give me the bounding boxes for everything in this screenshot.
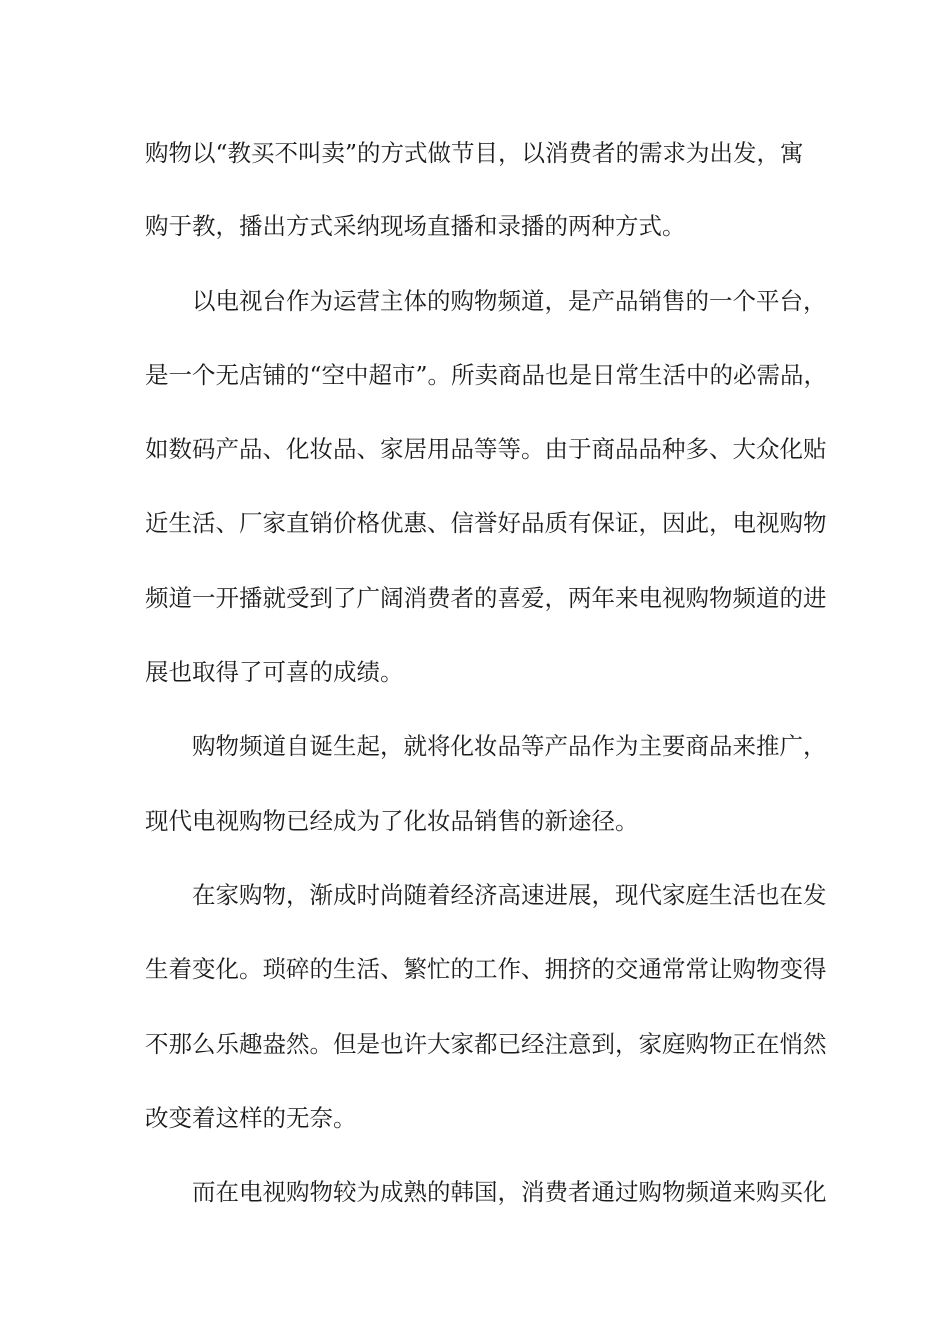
text-line: 频道一开播就受到了广阔消费者的喜爱，两年来电视购物频道的进 xyxy=(145,584,827,612)
text-line: 如数码产品、化妆品、家居用品等等。由于商品品种多、大众化贴 xyxy=(145,435,827,463)
paragraph-start-line: 在家购物，渐成时尚随着经济高速进展，现代家庭生活也在发 xyxy=(192,881,827,909)
paragraph-start-line: 购物频道自诞生起，就将化妆品等产品作为主要商品来推广， xyxy=(192,732,827,760)
text-line: 展也取得了可喜的成绩。 xyxy=(145,658,404,686)
text-line: 购物以“教买不叫卖”的方式做节目，以消费者的需求为出发，寓 xyxy=(145,139,804,167)
text-line: 生着变化。琐碎的生活、繁忙的工作、拥挤的交通常常让购物变得 xyxy=(145,955,827,983)
text-line: 不那么乐趣盎然。但是也许大家都已经注意到，家庭购物正在悄然 xyxy=(145,1030,827,1058)
paragraph-start-line: 而在电视购物较为成熟的韩国，消费者通过购物频道来购买化 xyxy=(192,1178,827,1206)
paragraph-start-line: 以电视台作为运营主体的购物频道，是产品销售的一个平台， xyxy=(192,287,827,315)
text-line: 现代电视购物已经成为了化妆品销售的新途径。 xyxy=(145,807,639,835)
text-line: 改变着这样的无奈。 xyxy=(145,1104,357,1132)
text-line: 购于教，播出方式采纳现场直播和录播的两种方式。 xyxy=(145,212,686,240)
text-line: 近生活、厂家直销价格优惠、信誉好品质有保证，因此，电视购物 xyxy=(145,509,827,537)
text-line: 是一个无店铺的“空中超市”。所卖商品也是日常生活中的必需品， xyxy=(145,361,828,389)
